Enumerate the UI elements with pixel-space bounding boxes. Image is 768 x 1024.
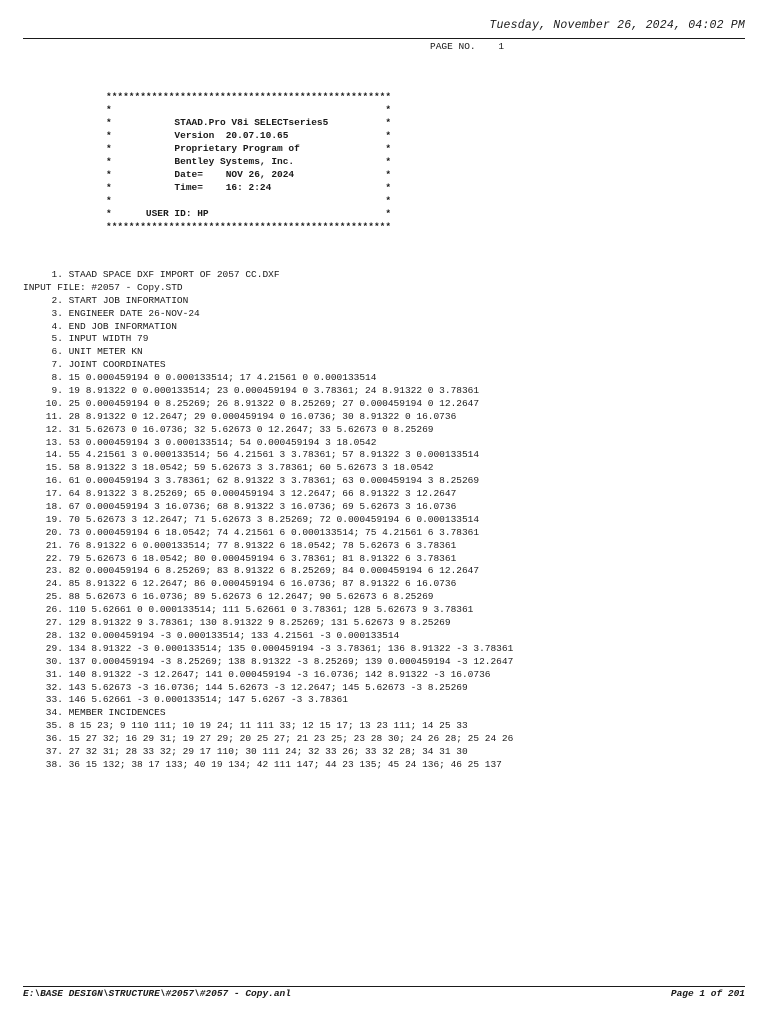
footer-divider — [23, 986, 745, 987]
listing-line: 18. 67 0.000459194 3 16.0736; 68 8.91322 3 16.0736; 69 5.62673 3 16.0736 — [23, 501, 457, 513]
listing-line: 34. MEMBER INCIDENCES — [23, 707, 166, 719]
listing-line: 19. 70 5.62673 3 12.2647; 71 5.62673 3 8.25269; 72 0.000459194 6 0.000133514 — [23, 513, 480, 525]
listing-line: 3. ENGINEER DATE 26-NOV-24 — [23, 307, 200, 319]
listing-line: 9. 19 8.91322 0 0.000133514; 23 0.000459194 0 3.78361; 24 8.91322 0 3.78361 — [23, 385, 480, 397]
banner-line: ************************************************** — [106, 221, 392, 232]
banner-line: * * — [106, 195, 392, 206]
program-banner — [106, 90, 446, 233]
page-number-label: PAGE NO. 1 — [430, 41, 505, 52]
listing-line: 13. 53 0.000459194 3 0.000133514; 54 0.000459194 3 18.0542 — [23, 436, 377, 448]
listing-line: 4. END JOB INFORMATION — [23, 320, 177, 332]
listing-line: 7. JOINT COORDINATES — [23, 359, 166, 371]
listing-line: 38. 36 15 132; 38 17 133; 40 19 134; 42 111 147; 44 23 135; 45 24 136; 46 25 137 — [23, 758, 502, 770]
listing-line: 8. 15 0.000459194 0 0.000133514; 17 4.21561 0 0.000133514 — [23, 372, 377, 384]
listing-line: 28. 132 0.000459194 -3 0.000133514; 133 4.21561 -3 0.000133514 — [23, 629, 400, 641]
listing-line: 14. 55 4.21561 3 0.000133514; 56 4.21561 3 3.78361; 57 8.91322 3 0.000133514 — [23, 449, 480, 461]
listing-line: 21. 76 8.91322 6 0.000133514; 77 8.91322 6 18.0542; 78 5.62673 6 3.78361 — [23, 539, 457, 551]
footer-page-count: Page 1 of 201 — [670, 988, 745, 999]
banner-line: * Date= NOV 26, 2024 * — [106, 169, 392, 180]
banner-line: * Proprietary Program of * — [106, 143, 392, 154]
listing-line: 26. 110 5.62661 0 0.000133514; 111 5.62661 0 3.78361; 128 5.62673 9 3.78361 — [23, 604, 474, 616]
banner-line: * USER ID: HP * — [106, 208, 392, 219]
listing-line: 25. 88 5.62673 6 16.0736; 89 5.62673 6 12.2647; 90 5.62673 6 8.25269 — [23, 591, 434, 603]
banner-line: * Version 20.07.10.65 * — [106, 130, 392, 141]
listing-line: 5. INPUT WIDTH 79 — [23, 333, 149, 345]
listing-line: 17. 64 8.91322 3 8.25269; 65 0.000459194 3 12.2647; 66 8.91322 3 12.2647 — [23, 488, 457, 500]
listing-line: 27. 129 8.91322 9 3.78361; 130 8.91322 9 8.25269; 131 5.62673 9 8.25269 — [23, 617, 451, 629]
listing-line: 29. 134 8.91322 -3 0.000133514; 135 0.000459194 -3 3.78361; 136 8.91322 -3 3.78361 — [23, 642, 514, 654]
banner-line: * Bentley Systems, Inc. * — [106, 156, 392, 167]
listing-line: 22. 79 5.62673 6 18.0542; 80 0.000459194 6 3.78361; 81 8.91322 6 3.78361 — [23, 552, 457, 564]
listing-line: 24. 85 8.91322 6 12.2647; 86 0.000459194 6 16.0736; 87 8.91322 6 16.0736 — [23, 578, 457, 590]
listing-line: 37. 27 32 31; 28 33 32; 29 17 110; 30 111 24; 32 33 26; 33 32 28; 34 31 30 — [23, 745, 468, 757]
footer-file-path: E:\BASE DESIGN\STRUCTURE\#2057\#2057 - Copy.anl — [23, 988, 291, 999]
listing-line: 15. 58 8.91322 3 18.0542; 59 5.62673 3 3.78361; 60 5.62673 3 18.0542 — [23, 462, 434, 474]
listing-line: 32. 143 5.62673 -3 16.0736; 144 5.62673 -3 12.2647; 145 5.62673 -3 8.25269 — [23, 681, 468, 693]
listing-line: 1. STAAD SPACE DXF IMPORT OF 2057 CC.DXF — [23, 269, 280, 280]
input-listing — [23, 269, 745, 772]
header-divider — [23, 38, 745, 39]
listing-line: 20. 73 0.000459194 6 18.0542; 74 4.21561 6 0.000133514; 75 4.21561 6 3.78361 — [23, 526, 480, 538]
header-date: Tuesday, November 26, 2024, 04:02 PM — [489, 19, 745, 32]
banner-line: * * — [106, 104, 392, 115]
listing-line: 6. UNIT METER KN — [23, 346, 143, 358]
page-footer — [0, 980, 768, 1024]
listing-line: 2. START JOB INFORMATION — [23, 294, 189, 306]
listing-line: 33. 146 5.62661 -3 0.000133514; 147 5.6267 -3 3.78361 — [23, 694, 348, 706]
listing-line: 30. 137 0.000459194 -3 8.25269; 138 8.91322 -3 8.25269; 139 0.000459194 -3 12.2647 — [23, 655, 514, 667]
listing-line: 11. 28 8.91322 0 12.2647; 29 0.000459194 0 16.0736; 30 8.91322 0 16.0736 — [23, 410, 457, 422]
listing-line: 35. 8 15 23; 9 110 111; 10 19 24; 11 111 33; 12 15 17; 13 23 111; 14 25 33 — [23, 720, 468, 732]
listing-line: INPUT FILE: #2057 - Copy.STD — [23, 281, 183, 293]
page-header — [0, 0, 768, 60]
listing-line: 12. 31 5.62673 0 16.0736; 32 5.62673 0 12.2647; 33 5.62673 0 8.25269 — [23, 423, 434, 435]
listing-line: 36. 15 27 32; 16 29 31; 19 27 29; 20 25 27; 21 23 25; 23 28 30; 24 26 28; 25 24 26 — [23, 733, 514, 745]
listing-line: 16. 61 0.000459194 3 3.78361; 62 8.91322 3 3.78361; 63 0.000459194 3 8.25269 — [23, 475, 480, 487]
listing-line: 10. 25 0.000459194 0 8.25269; 26 8.91322 0 8.25269; 27 0.000459194 0 12.2647 — [23, 397, 480, 409]
listing-line: 31. 140 8.91322 -3 12.2647; 141 0.000459194 -3 16.0736; 142 8.91322 -3 16.0736 — [23, 668, 491, 680]
banner-line: ************************************************** — [106, 91, 392, 102]
banner-line: * STAAD.Pro V8i SELECTseries5 * — [106, 117, 392, 128]
banner-line: * Time= 16: 2:24 * — [106, 182, 392, 193]
listing-line: 23. 82 0.000459194 6 8.25269; 83 8.91322 6 8.25269; 84 0.000459194 6 12.2647 — [23, 565, 480, 577]
